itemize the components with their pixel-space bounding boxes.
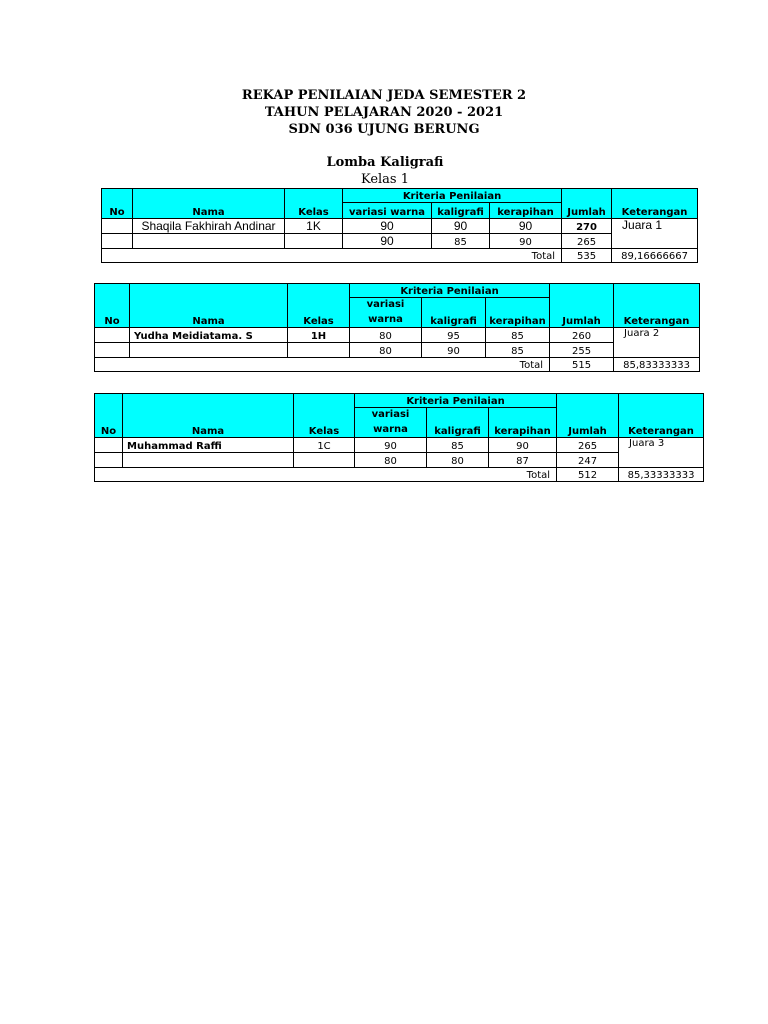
- school-year: TAHUN PELAJARAN 2020 - 2021: [264, 105, 504, 120]
- cell-kelas: 1C: [294, 438, 355, 453]
- header-kelas-top: [288, 284, 350, 298]
- cell-jumlah: 265: [562, 234, 612, 249]
- header-no: No: [102, 203, 133, 219]
- cell-variasi-warna: 90: [343, 234, 432, 249]
- header-nama-top: [123, 394, 294, 408]
- cell-kelas: 1K: [285, 219, 343, 234]
- header-kriteria: Kriteria Penilaian: [343, 189, 562, 203]
- cell-kerapihan: 90: [489, 438, 557, 453]
- cell-kaligrafi: 90: [422, 343, 486, 358]
- average-value: 85,33333333: [619, 468, 704, 482]
- header-kerapihan: kerapihan: [490, 203, 562, 219]
- cell-no: [95, 438, 123, 453]
- cell-variasi-warna: 80: [350, 328, 422, 343]
- header-kerapihan: kerapihan: [486, 298, 550, 328]
- score-table-1: [101, 188, 698, 263]
- cell-jumlah: 255: [550, 343, 614, 358]
- cell-kelas: [285, 234, 343, 249]
- total-value: 512: [557, 468, 619, 482]
- header-no: No: [95, 298, 130, 328]
- cell-kaligrafi: 85: [432, 234, 490, 249]
- header-no-top: [102, 189, 133, 203]
- header-kelas: Kelas: [294, 408, 355, 438]
- header-variasi-warna: variasi warna: [343, 203, 432, 219]
- cell-nama: Shaqila Fakhirah Andinar: [133, 219, 285, 234]
- total-value: 515: [550, 358, 614, 372]
- cell-kelas: [294, 453, 355, 468]
- average-value: 89,16666667: [612, 249, 698, 263]
- header-nama: Nama: [130, 298, 288, 328]
- cell-kelas: 1H: [288, 328, 350, 343]
- total-label: Total: [95, 468, 557, 482]
- total-value: 535: [562, 249, 612, 263]
- header-kerapihan: kerapihan: [489, 408, 557, 438]
- cell-jumlah: 247: [557, 453, 619, 468]
- total-label: Total: [102, 249, 562, 263]
- header-jumlah-top: [557, 394, 619, 408]
- cell-keterangan: Juara 3: [619, 438, 704, 468]
- header-jumlah-top: [562, 189, 612, 203]
- cell-jumlah: 260: [550, 328, 614, 343]
- header-kelas-top: [294, 394, 355, 408]
- cell-kaligrafi: 90: [432, 219, 490, 234]
- header-variasi-text: variasi: [371, 409, 410, 420]
- cell-nama: Yudha Meidiatama. S: [130, 328, 288, 343]
- cell-kerapihan: 90: [490, 219, 562, 234]
- header-keterangan: Keterangan: [619, 408, 704, 438]
- cell-keterangan: Juara 2: [614, 328, 700, 358]
- cell-kerapihan: 90: [490, 234, 562, 249]
- header-nama-top: [130, 284, 288, 298]
- average-value: 85,83333333: [614, 358, 700, 372]
- header-kaligrafi: kaligrafi: [432, 203, 490, 219]
- header-variasi-warna: [355, 408, 427, 438]
- header-kaligrafi: kaligrafi: [427, 408, 489, 438]
- cell-kerapihan: 85: [486, 328, 550, 343]
- cell-no: [102, 234, 133, 249]
- cell-kaligrafi: 85: [427, 438, 489, 453]
- cell-variasi-warna: 80: [350, 343, 422, 358]
- cell-jumlah: 270: [562, 219, 612, 234]
- cell-keterangan: Juara 1: [612, 219, 698, 249]
- cell-nama: [123, 453, 294, 468]
- header-nama-top: [133, 189, 285, 203]
- cell-variasi-warna: 90: [343, 219, 432, 234]
- competition-name: Lomba Kaligrafi: [326, 155, 444, 170]
- header-keterangan: Keterangan: [614, 298, 700, 328]
- header-kelas: Kelas: [285, 203, 343, 219]
- total-label: Total: [95, 358, 550, 372]
- header-kelas: Kelas: [288, 298, 350, 328]
- header-kriteria: Kriteria Penilaian: [355, 394, 557, 408]
- cell-no: [95, 343, 130, 358]
- school-name: SDN 036 UJUNG BERUNG: [288, 122, 480, 137]
- header-no-top: [95, 394, 123, 408]
- header-keterangan: Keterangan: [612, 203, 698, 219]
- cell-no: [102, 219, 133, 234]
- cell-variasi-warna: 90: [355, 438, 427, 453]
- cell-jumlah: 265: [557, 438, 619, 453]
- header-nama: Nama: [123, 408, 294, 438]
- header-no-top: [95, 284, 130, 298]
- cell-variasi-warna: 80: [355, 453, 427, 468]
- header-kelas-top: [285, 189, 343, 203]
- class-group-label: Kelas 1: [360, 172, 410, 187]
- cell-nama: [130, 343, 288, 358]
- header-warna-text: warna: [368, 313, 403, 325]
- header-jumlah: Jumlah: [550, 298, 614, 328]
- header-keterangan-top: [612, 189, 698, 203]
- report-title: REKAP PENILAIAN JEDA SEMESTER 2: [241, 88, 527, 103]
- score-table-3: [94, 393, 704, 482]
- header-kaligrafi: kaligrafi: [422, 298, 486, 328]
- cell-nama: Muhammad Raffi: [123, 438, 294, 453]
- cell-nama: [133, 234, 285, 249]
- header-keterangan-top: [614, 284, 700, 298]
- cell-kerapihan: 87: [489, 453, 557, 468]
- cell-kelas: [288, 343, 350, 358]
- header-jumlah-top: [550, 284, 614, 298]
- header-jumlah: Jumlah: [557, 408, 619, 438]
- cell-no: [95, 453, 123, 468]
- cell-kaligrafi: 95: [422, 328, 486, 343]
- score-table-2: [94, 283, 700, 372]
- header-no: No: [95, 408, 123, 438]
- cell-no: [95, 328, 130, 343]
- header-variasi-text: variasi: [366, 299, 405, 310]
- header-kriteria: Kriteria Penilaian: [350, 284, 550, 298]
- cell-kerapihan: 85: [486, 343, 550, 358]
- header-keterangan-top: [619, 394, 704, 408]
- cell-kaligrafi: 80: [427, 453, 489, 468]
- header-jumlah: Jumlah: [562, 203, 612, 219]
- header-nama: Nama: [133, 203, 285, 219]
- header-variasi-warna: [350, 298, 422, 328]
- header-warna-text: warna: [373, 423, 408, 435]
